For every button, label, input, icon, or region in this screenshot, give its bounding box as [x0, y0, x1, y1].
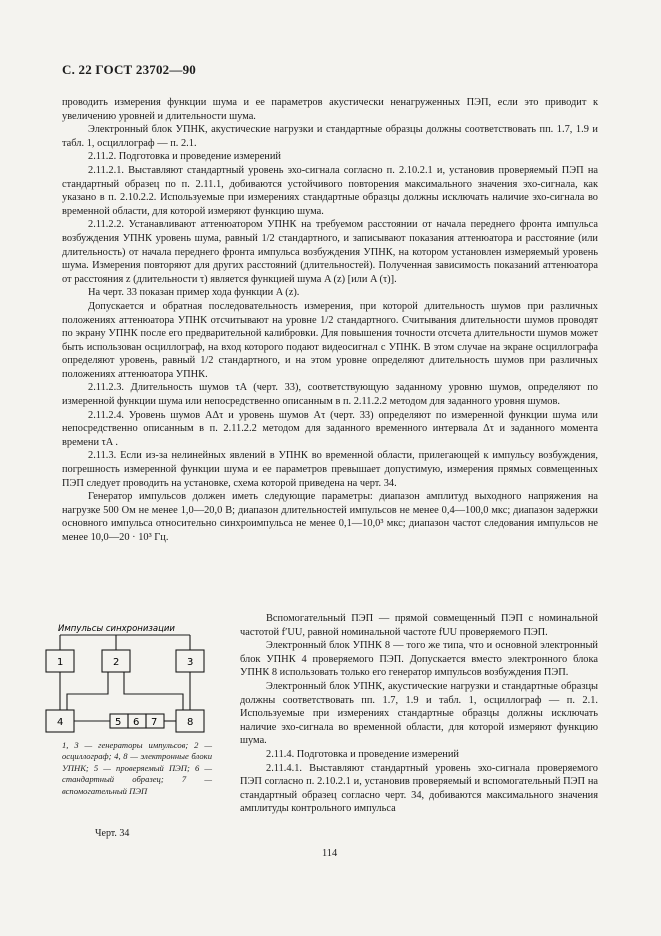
paragraph: 2.11.2.2. Устанавливают аттенюатором УПНК на требуемом расстоянии от начала переднего фронта импульса возбуждения УПНК уровень шума, равный 1/2 стандартного, и записывают показания аттенюатора и расстояние (или длительность) от начала переднего фронта импульса возбуждения УПНК, на котором установлен измеряемый уровень шума. Измерения повторяют для других расстояний (длительностей). Полученная зависимость показаний аттенюатора от расстояния z (длительности τ) является функцией шума A (z) [или A (τ)].: [62, 219, 598, 285]
main-text: [62, 96, 598, 545]
paragraph: Электронный блок УПНК, акустические нагрузки и стандартные образцы должны соответствовать пп. 1.7, 1.9 и табл. 1, осциллограф — п. 2.1. Используемые при измерениях стандартные образцы должны исключать наличие эхо-сигнала во временной области, для которой измеряют функцию шума.: [240, 680, 598, 747]
figure-label: Черт. 34: [95, 828, 130, 839]
box-label-7: 7: [151, 717, 158, 728]
paragraph: Вспомогательный ПЭП — прямой совмещенный ПЭП с номинальной частотой f′UU, равной номинальной частоте fUU проверяемого ПЭП.: [240, 613, 598, 638]
box-label-5: 5: [115, 717, 122, 728]
paragraph: 2.11.3. Если из-за нелинейных явлений в УПНК во временной области, прилегающей к импульсу возбуждения, погрешность измеренной функции шума и ее параметров превышает допустимую, измерения прямых совмещенных ПЭП следует проводить на установке, схема которой приведена на черт. 34.: [62, 450, 598, 489]
section-heading: 2.11.4. Подготовка и проведение измерений: [266, 748, 459, 760]
section-heading: 2.11.2. Подготовка и проведение измерений: [88, 151, 281, 163]
box-label-3: 3: [187, 657, 194, 668]
box-label-1: 1: [57, 657, 64, 668]
right-column-text: [240, 612, 598, 816]
link-8-2: [124, 672, 183, 710]
box-label-6: 6: [133, 717, 140, 728]
paragraph: Допускается и обратная последовательность измерения, при которой длительность шумов при различных положениях аттенюатора УПНК отсчитывают на уровне 1/2 стандартного. Считывания длительности шумов проводят по экрану УПНК после его предварительной калибровки. Для повышения точности отсчета длительности шумов может быть использован осциллограф, на вход которого подают видеосигнал с УПНК. В этом случае на экране осциллографа определяют уровень, равный 1/2 стандартного, и на этом уровне определяют длительность шумов при различных положениях аттенюатора УПНК.: [62, 300, 598, 380]
diagram-title: Импульсы синхронизации: [58, 624, 175, 634]
box-label-2: 2: [113, 657, 120, 668]
figure-caption: 1, 3 — генераторы импульсов; 2 — осциллограф; 4, 8 — электронные блоки УПНК; 5 — проверяемый ПЭП; 6 — стандартный образец; 7 — вспомогательный ПЭП: [62, 740, 212, 796]
paragraph: проводить измерения функции шума и ее параметров акустически ненагруженных ПЭП, если это приводит к увеличению уровней и длительности шума.: [62, 97, 598, 122]
paragraph: 2.11.2.1. Выставляют стандартный уровень эхо-сигнала согласно п. 2.10.2.1 и, установив проверяемый ПЭП на стандартный образец по п. 2.11.1, добиваются устойчивого повторения максимального значения эхо-сигнала, как указано в п. 2.10.2.2. Используемые при измерениях стандартные образцы должны исключать наличие эхо-сигнала во временной области, для которой измеряют функцию шума.: [62, 164, 598, 217]
page-header: С. 22 ГОСТ 23702—90: [62, 62, 196, 77]
paragraph: На черт. 33 показан пример хода функции A (z).: [88, 287, 300, 299]
box-label-4: 4: [57, 717, 64, 728]
paragraph: 2.11.2.3. Длительность шумов τA (черт. 33), соответствующую заданному уровню шумов, определяют по измеренной функции шума или непосредственно описанным в п. 2.11.2.2 методом для заданного уровня шумов.: [62, 382, 598, 408]
diagram-svg: [40, 622, 225, 742]
paragraph: Электронный блок УПНК, акустические нагрузки и стандартные образцы должны соответствовать пп. 1.7, 1.9 и табл. 1, осциллограф — п. 2.1.: [62, 124, 598, 149]
page-number: 114: [322, 848, 338, 859]
paragraph: 2.11.4.1. Выставляют стандартный уровень эхо-сигнала проверяемого ПЭП согласно п. 2.10.2.1 и, установив проверяемый и вспомогательный ПЭП на стандартный образец согласно черт. 34, добиваются максимального значения амплитуды контрольного импульса: [240, 762, 598, 815]
paragraph: 2.11.2.4. Уровень шумов AΔτ и уровень шумов Aτ (черт. 33) определяют по измеренной функции шума или непосредственно описанным в п. 2.11.2.2 методом для заданного временного интервала Δτ и заданного момента времени τA .: [62, 409, 598, 448]
link-4-2: [67, 672, 108, 710]
box-label-8: 8: [187, 717, 194, 728]
paragraph: Электронный блок УПНК 8 — того же типа, что и основной электронный блок УПНК 4 проверяемого ПЭП. Допускается вместо электронного блока УПНК 8 использовать только его генератор импульсов возбуждения ПЭП.: [240, 640, 598, 679]
paragraph: Генератор импульсов должен иметь следующие параметры: диапазон амплитуд выходного напряжения на нагрузке 500 Ом не менее 1,0—20,0 В; диапазон длительностей импульсов не менее 0,4—100,0 мкс; диапазон задержки основного импульса относительно синхроимпульса не менее 0,1—10,0³ мкс; диапазон частот следования импульсов не менее 10,0—20 · 10³ Гц.: [62, 491, 598, 543]
